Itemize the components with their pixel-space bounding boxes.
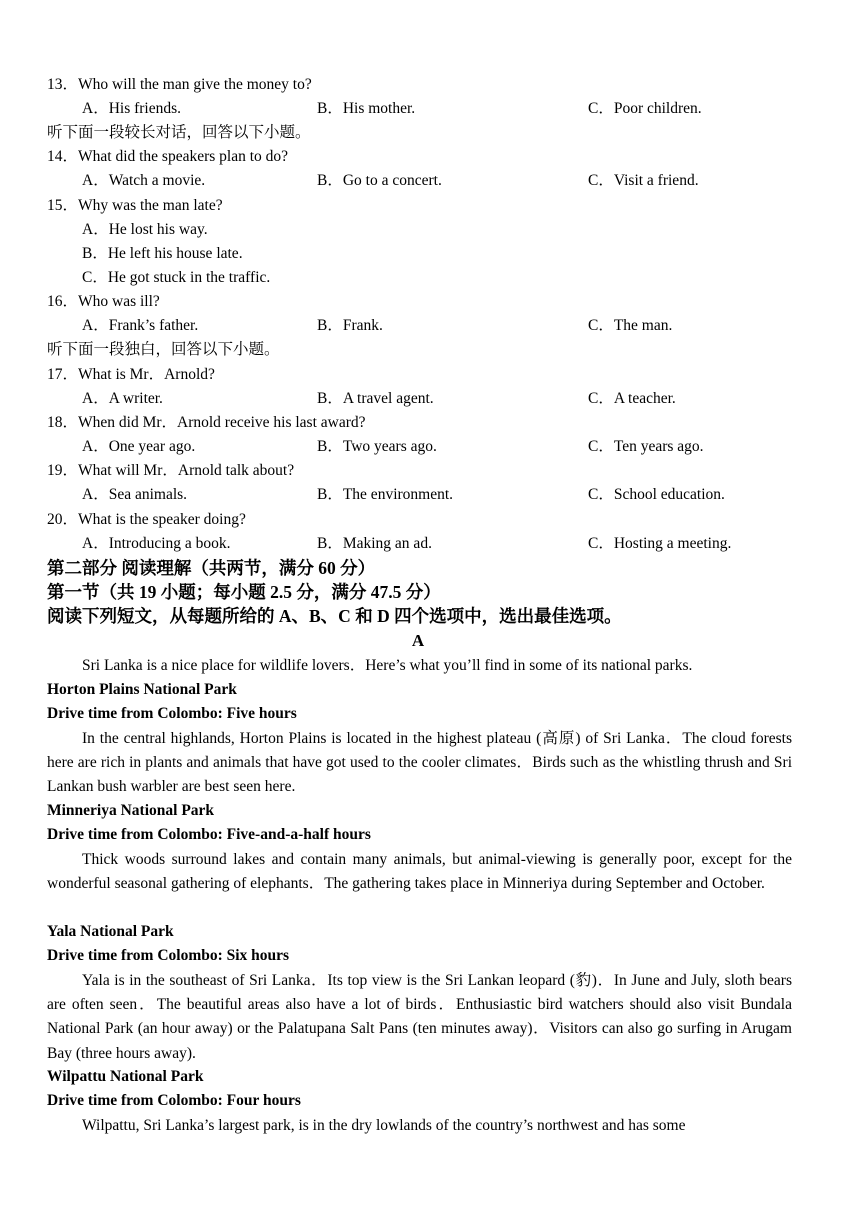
- park-name-minneriya: Minneriya National Park: [47, 802, 215, 819]
- option-c: C．A teacher.: [588, 390, 676, 407]
- question-20-options: [0, 532, 860, 556]
- option-c: C．Ten years ago.: [588, 438, 704, 455]
- option-a: A．Frank’s father.: [82, 317, 199, 334]
- question-stem: 14．What did the speakers plan to do?: [47, 148, 289, 165]
- question-stem: 15．Why was the man late?: [47, 197, 223, 214]
- question-stem: 17．What is Mr．Arnold?: [47, 366, 215, 383]
- question-stem: 19．What will Mr．Arnold talk about?: [47, 462, 295, 479]
- option-b: B．A travel agent.: [317, 390, 434, 407]
- question-19-options: [0, 483, 860, 507]
- option-c: C．He got stuck in the traffic.: [82, 269, 271, 286]
- part2-title: 第二部分 阅读理解（共两节，满分 60 分）: [47, 558, 376, 578]
- question-13-options: [0, 97, 860, 121]
- question-15-option-c: [0, 266, 860, 290]
- option-b: B．He left his house late.: [82, 245, 243, 262]
- question-14: [0, 145, 860, 169]
- drive-time-yala: Drive time from Colombo: Six hours: [47, 947, 290, 964]
- question-14-options: [0, 169, 860, 193]
- option-b: B．Making an ad.: [317, 535, 432, 552]
- reading-directions: 阅读下列短文，从每题所给的 A、B、C 和 D 四个选项中，选出最佳选项。: [47, 606, 622, 626]
- question-17: [0, 363, 860, 387]
- option-c: C．School education.: [588, 486, 725, 503]
- park-text-minneriya: Thick woods surround lakes and contain many animals, but animal-viewing is generally poor, except for the wonderful seasonal gathering of elephants．The gathering takes place in Minneriya during September and October.: [47, 851, 792, 893]
- park-text-yala: Yala is in the southeast of Sri Lanka．Its top view is the Sri Lankan leopard (豹)．In June and July, sloth bears are often seen．The beautiful areas also have a lot of birds．Enthusiastic bird watchers should also visit Bundala National Park (an hour away) or the Palatupana Salt Pans (ten minutes away)．Visitors can also go surfing in Arugam Bay (three hours away).: [47, 972, 792, 1062]
- question-stem: 13．Who will the man give the money to?: [47, 76, 312, 93]
- question-16-options: [0, 314, 860, 338]
- park-name-horton: Horton Plains National Park: [47, 681, 237, 698]
- instruction-long-dialogue: 听下面一段较长对话，回答以下小题。: [47, 124, 311, 141]
- park-name-yala: Yala National Park: [47, 923, 174, 940]
- park-text-horton: In the central highlands, Horton Plains is located in the highest plateau (高原) of Sri Lanka．The cloud forests here are rich in plants and animals that have got used to the cooler climates．Birds such as the whistling thrush and Sri Lankan bush warbler are best seen here.: [47, 730, 792, 796]
- question-19: [0, 459, 860, 483]
- option-c: C．Visit a friend.: [588, 172, 699, 189]
- question-13: [0, 73, 860, 97]
- option-a: A．Sea animals.: [82, 486, 188, 503]
- option-a: A．His friends.: [82, 100, 182, 117]
- drive-time-minneriya: Drive time from Colombo: Five-and-a-half hours: [47, 826, 371, 843]
- option-c: C．The man.: [588, 317, 673, 334]
- drive-time-horton: Drive time from Colombo: Five hours: [47, 705, 297, 722]
- question-17-options: [0, 387, 860, 411]
- question-stem: 20．What is the speaker doing?: [47, 511, 246, 528]
- park-text-wilpattu: Wilpattu, Sri Lanka’s largest park, is in the dry lowlands of the country’s northwest and has some: [82, 1117, 686, 1134]
- question-18-options: [0, 435, 860, 459]
- option-a: A．Introducing a book.: [82, 535, 231, 552]
- option-b: B．His mother.: [317, 100, 416, 117]
- option-a: A．Watch a movie.: [82, 172, 206, 189]
- option-b: B．Two years ago.: [317, 438, 437, 455]
- question-20: [0, 508, 860, 532]
- question-15: [0, 194, 860, 218]
- question-stem: 16．Who was ill?: [47, 293, 160, 310]
- option-b: B．The environment.: [317, 486, 454, 503]
- question-15-option-a: [0, 218, 860, 242]
- passage-intro: Sri Lanka is a nice place for wildlife lovers．Here’s what you’ll find in some of its national parks.: [82, 657, 693, 674]
- option-c: C．Poor children.: [588, 100, 702, 117]
- section1-heading: 第一节（共 19 小题；每小题 2.5 分，满分 47.5 分）: [47, 582, 441, 602]
- drive-time-wilpattu: Drive time from Colombo: Four hours: [47, 1092, 301, 1109]
- question-stem: 18．When did Mr．Arnold receive his last award?: [47, 414, 366, 431]
- option-c: C．Hosting a meeting.: [588, 535, 732, 552]
- passage-label: A: [411, 631, 425, 650]
- question-16: [0, 290, 860, 314]
- park-name-wilpattu: Wilpattu National Park: [47, 1068, 204, 1085]
- option-b: B．Frank.: [317, 317, 383, 334]
- question-15-option-b: [0, 242, 860, 266]
- option-a: A．He lost his way.: [82, 221, 208, 238]
- instruction-monologue: 听下面一段独白，回答以下小题。: [47, 341, 280, 358]
- option-a: A．A writer.: [82, 390, 163, 407]
- question-18: [0, 411, 860, 435]
- option-b: B．Go to a concert.: [317, 172, 442, 189]
- option-a: A．One year ago.: [82, 438, 196, 455]
